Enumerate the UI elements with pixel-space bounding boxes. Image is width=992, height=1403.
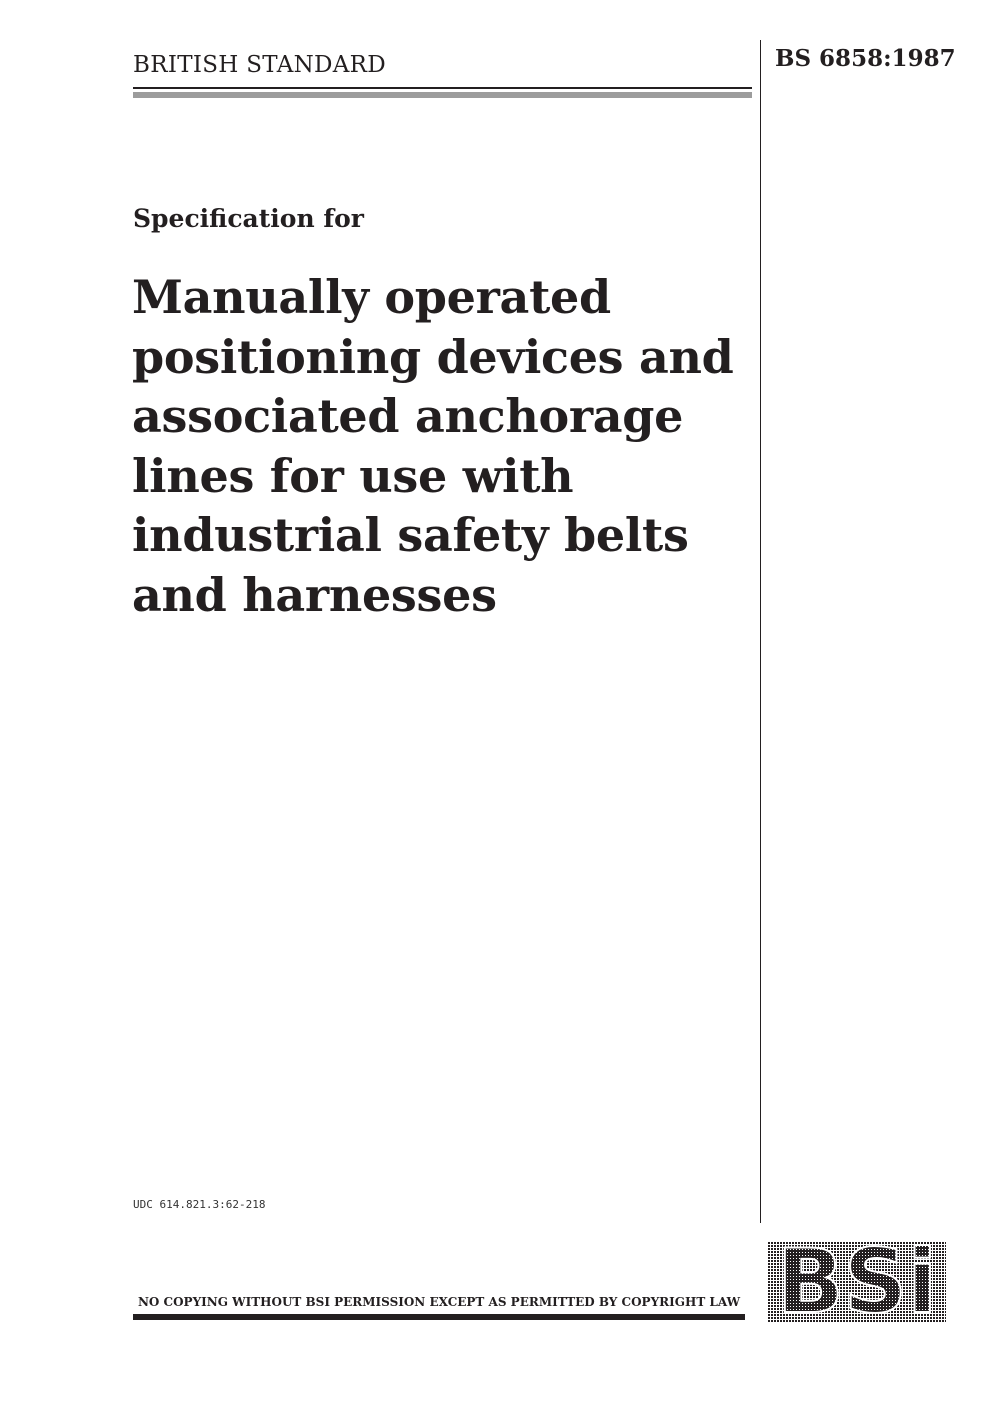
header-rule-thick [133,92,752,98]
title-line: Manually operated [132,270,611,324]
header-rule-thin [133,87,752,89]
document-title [132,268,757,626]
copyright-notice: NO COPYING WITHOUT BSI PERMISSION EXCEPT AS PERMITTED BY COPYRIGHT LAW [137,1295,741,1309]
standard-number: BS 6858:1987 [775,45,956,72]
bsi-logo-icon [768,1242,946,1322]
udc-code: UDC 614.821.3:62-218 [133,1198,266,1211]
title-line: positioning devices and [132,329,734,384]
spec-for-label: Specification for [133,204,364,233]
header-label: BRITISH STANDARD [133,52,387,78]
vertical-divider [760,40,761,1223]
title-line: industrial safety belts [132,508,689,563]
title-line: and harnesses [132,567,497,622]
svg-text:BSi: BSi [776,1242,938,1322]
footer-rule [133,1314,745,1320]
title-line: associated anchorage [132,389,684,444]
title-line: lines for use with [132,448,574,503]
